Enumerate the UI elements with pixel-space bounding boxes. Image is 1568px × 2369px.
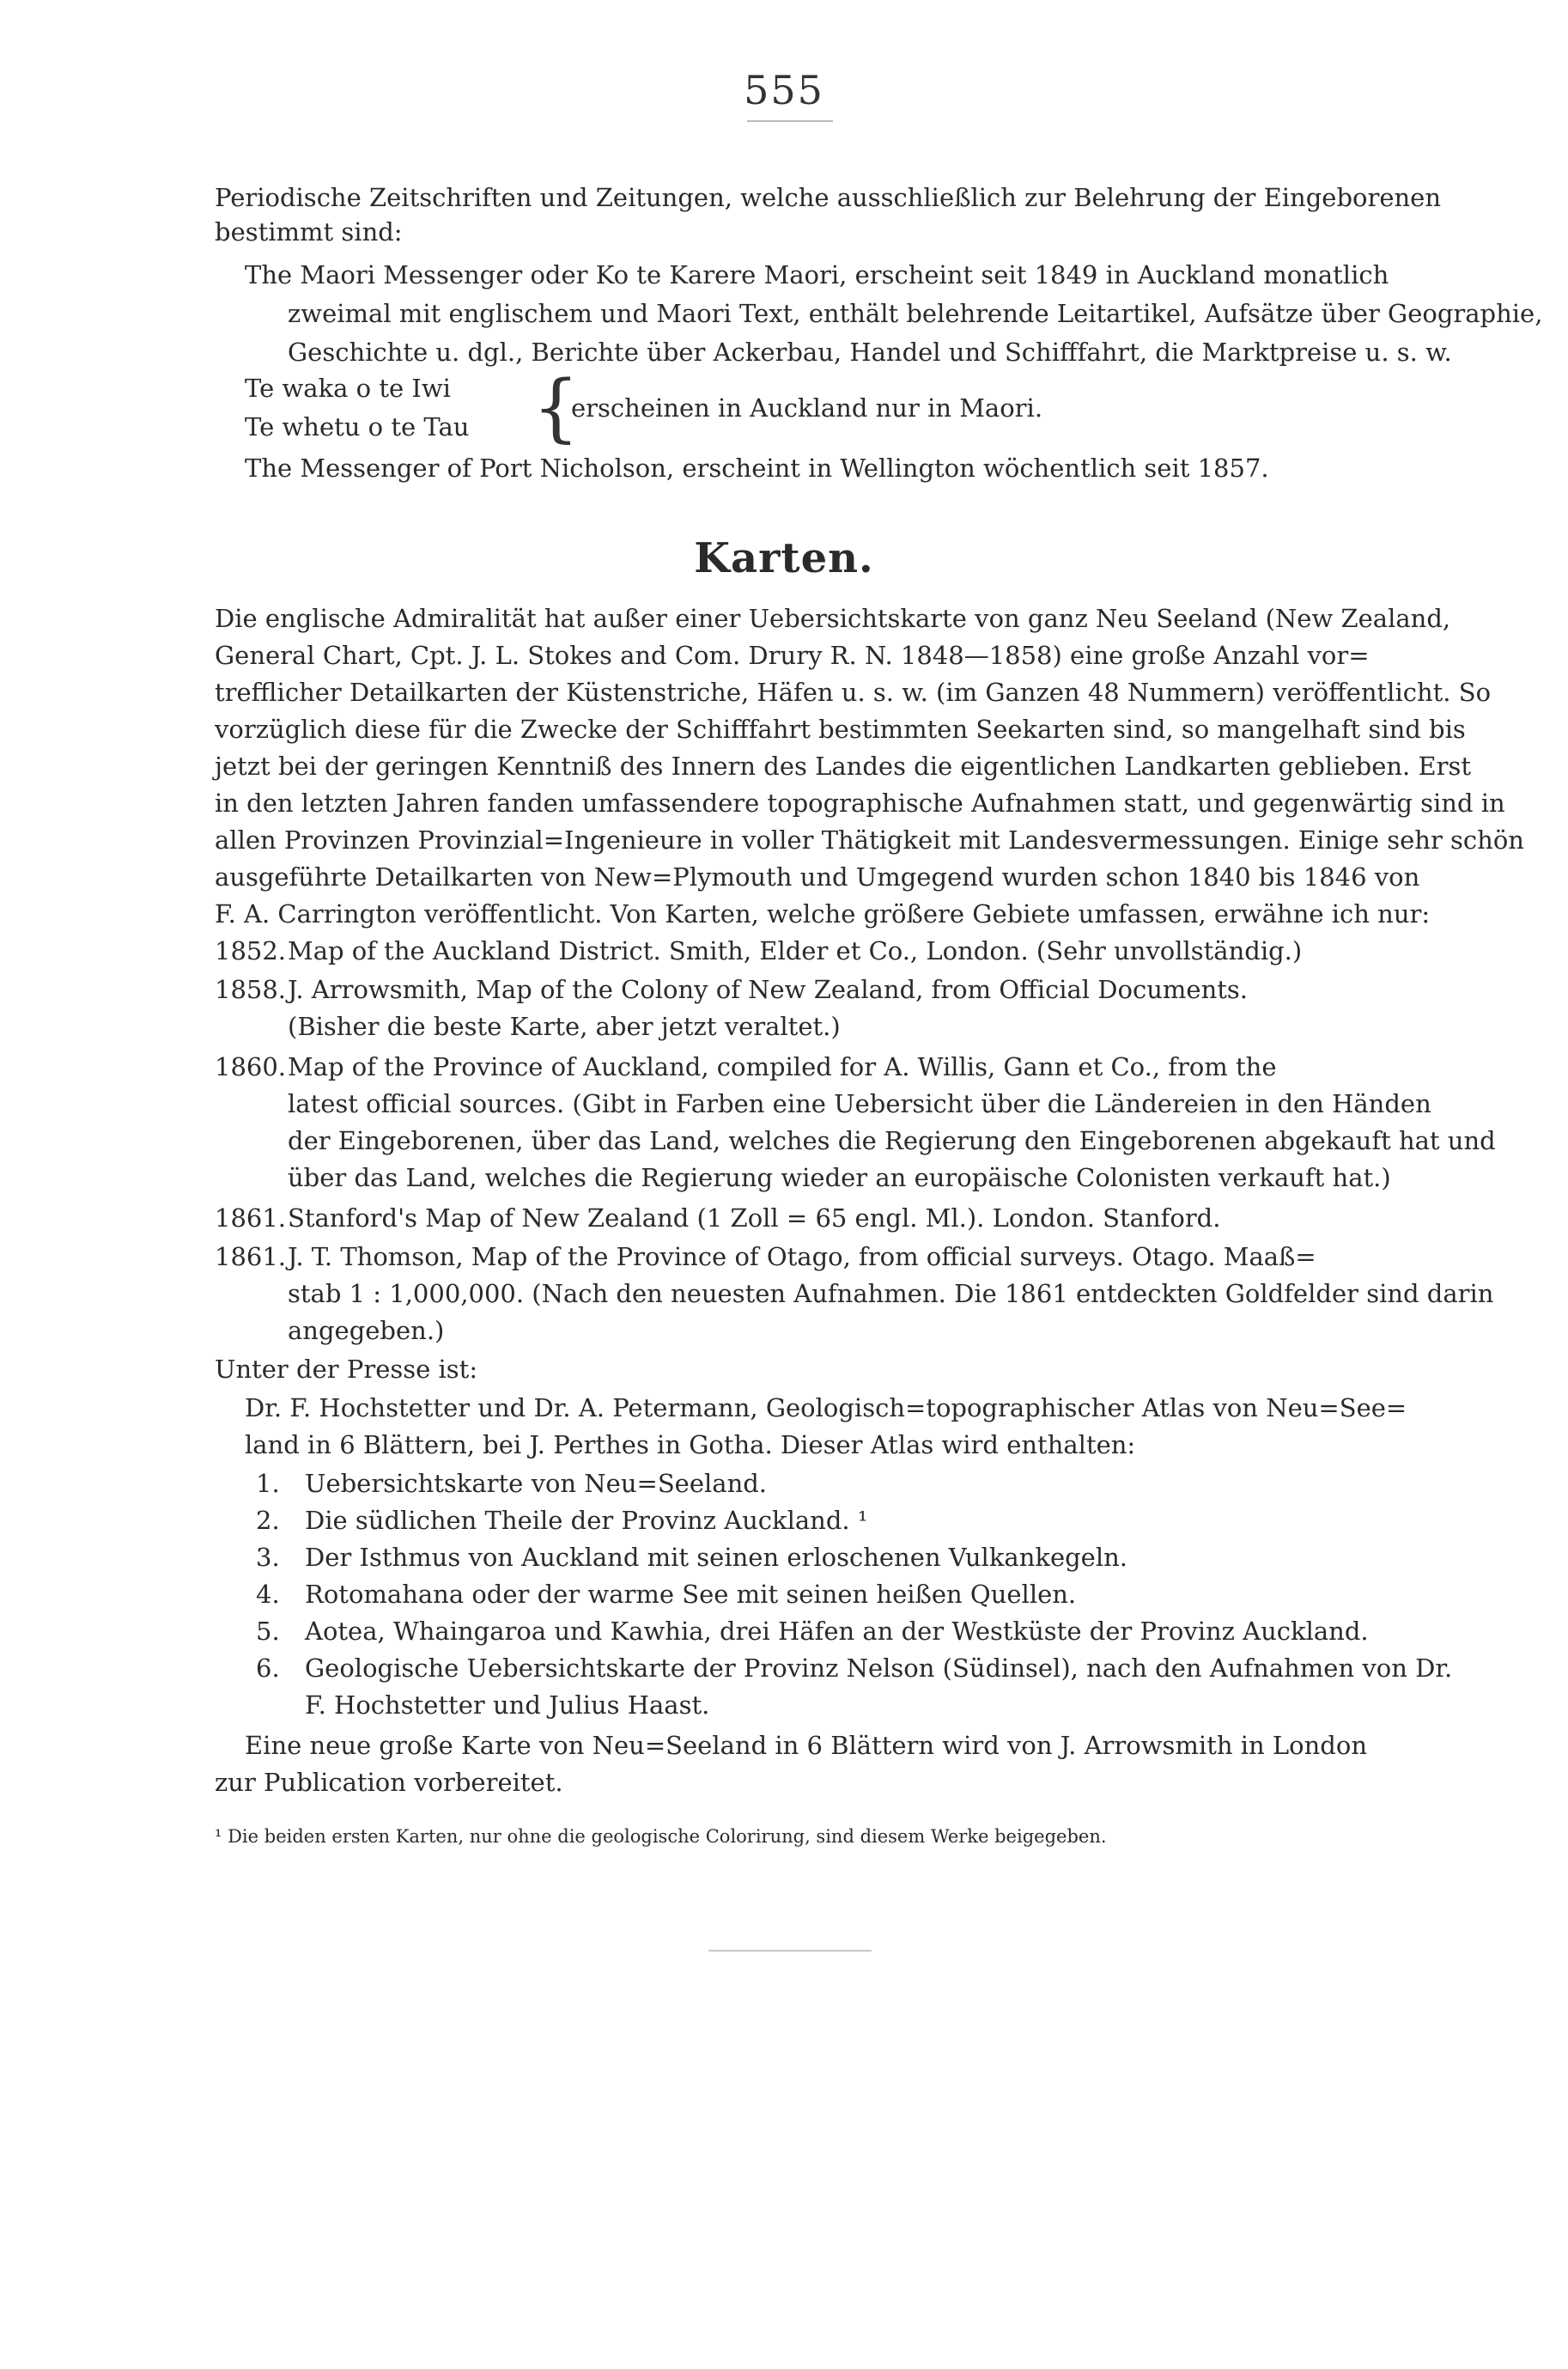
maps-intro-line: jetzt bei der geringen Kenntniß des Innern des Landes die eigentlichen Landkarten geblieben. Erst: [215, 752, 1472, 781]
atlas-item-number: 3.: [256, 1543, 280, 1572]
map-entry-line: Map of the Auckland District. Smith, Elder et Co., London. (Sehr unvollständig.): [288, 936, 1303, 965]
map-entry-line: stab 1 : 1,000,000. (Nach den neuesten Aufnahmen. Die 1861 entdeckten Goldfelder sind darin: [288, 1279, 1494, 1308]
map-entry-line: (Bisher die beste Karte, aber jetzt veraltet.): [288, 1012, 841, 1041]
section-heading: Karten.: [694, 534, 874, 582]
atlas-item-number: 2.: [256, 1506, 280, 1535]
periodical-entry-line: The Messenger of Port Nicholson, erscheint in Wellington wöchentlich seit 1857.: [245, 454, 1269, 483]
maps-intro-line: vorzüglich diese für die Zwecke der Schifffahrt bestimmten Seekarten sind, so mangelhaft sind bis: [215, 715, 1466, 744]
maps-intro-line: trefflicher Detailkarten der Küstenstriche, Häfen u. s. w. (im Ganzen 48 Nummern) veröffentlicht. So: [215, 678, 1492, 707]
map-entry-line: Stanford's Map of New Zealand (1 Zoll = 65 engl. Ml.). London. Stanford.: [288, 1203, 1221, 1233]
entry-year: 1858.: [215, 975, 287, 1004]
atlas-item-number: 6.: [256, 1653, 280, 1683]
atlas-item: Uebersichtskarte von Neu=Seeland.: [305, 1469, 768, 1498]
atlas-item-number: 5.: [256, 1617, 280, 1646]
maps-intro-line: F. A. Carrington veröffentlicht. Von Karten, welche größere Gebiete umfassen, erwähne ich nur:: [215, 899, 1431, 929]
footnote: ¹ Die beiden ersten Karten, nur ohne die geologische Colorirung, sind diesem Werke beigegeben.: [215, 1826, 1107, 1847]
map-entry-line: latest official sources. (Gibt in Farben eine Uebersicht über die Ländereien in den Händen: [288, 1089, 1431, 1118]
periodical-entry-line: The Maori Messenger oder Ko te Karere Maori, erscheint seit 1849 in Auckland monatlich: [245, 260, 1389, 289]
atlas-item-number: 1.: [256, 1469, 280, 1498]
atlas-item: Aotea, Whaingaroa und Kawhia, drei Häfen an der Westküste der Provinz Auckland.: [305, 1617, 1369, 1646]
periodical-pair-text: erscheinen in Auckland nur in Maori.: [571, 393, 1043, 423]
maps-intro-line: ausgeführte Detailkarten von New=Plymouth und Umgegend wurden schon 1840 bis 1846 von: [215, 862, 1420, 892]
in-press-label: Unter der Presse ist:: [215, 1355, 478, 1384]
periodicals-intro-line: Periodische Zeitschriften und Zeitungen, welche ausschließlich zur Belehrung der Eingeborenen: [215, 183, 1442, 212]
maps-intro-line: General Chart, Cpt. J. L. Stokes and Com. Drury R. N. 1848—1858) eine große Anzahl vor=: [215, 641, 1370, 670]
closing-line: Eine neue große Karte von Neu=Seeland in 6 Blättern wird von J. Arrowsmith in London: [245, 1731, 1368, 1760]
periodical-entry-line: Geschichte u. dgl., Berichte über Ackerbau, Handel und Schifffahrt, die Marktpreise u. s. w.: [288, 338, 1452, 367]
entry-year: 1852.: [215, 936, 287, 965]
maps-intro-line: in den letzten Jahren fanden umfassendere topographische Aufnahmen statt, und gegenwärtig sind in: [215, 789, 1505, 818]
periodicals-intro-line: bestimmt sind:: [215, 217, 403, 247]
atlas-intro-line: Dr. F. Hochstetter und Dr. A. Petermann, Geologisch=topographischer Atlas von Neu=See=: [245, 1393, 1407, 1422]
maps-intro-line: Die englische Admiralität hat außer einer Uebersichtskarte von ganz Neu Seeland (New Zealand,: [215, 604, 1451, 633]
atlas-item-number: 4.: [256, 1580, 280, 1609]
page-number-rule: [747, 120, 833, 122]
map-entry-line: Map of the Province of Auckland, compiled for A. Willis, Gann et Co., from the: [288, 1052, 1277, 1081]
atlas-intro-line: land in 6 Blättern, bei J. Perthes in Gotha. Dieser Atlas wird enthalten:: [245, 1430, 1136, 1459]
map-entry-line: der Eingeborenen, über das Land, welches die Regierung den Eingeborenen abgekauft hat und: [288, 1126, 1496, 1155]
map-entry-line: angegeben.): [288, 1316, 445, 1345]
maps-intro-line: allen Provinzen Provinzial=Ingenieure in voller Thätigkeit mit Landesvermessungen. Einige sehr schön: [215, 825, 1524, 855]
atlas-item: Geologische Uebersichtskarte der Provinz Nelson (Südinsel), nach den Aufnahmen von Dr.: [305, 1653, 1453, 1683]
periodical-title: Te waka o te Iwi: [245, 374, 451, 403]
atlas-item: Der Isthmus von Auckland mit seinen erloschenen Vulkankegeln.: [305, 1543, 1128, 1572]
entry-year: 1861.: [215, 1203, 287, 1233]
periodical-title: Te whetu o te Tau: [245, 412, 470, 442]
atlas-item: F. Hochstetter und Julius Haast.: [305, 1690, 710, 1720]
closing-line: zur Publication vorbereitet.: [215, 1768, 563, 1797]
atlas-item: Rotomahana oder der warme See mit seinen heißen Quellen.: [305, 1580, 1077, 1609]
map-entry-line: J. Arrowsmith, Map of the Colony of New Zealand, from Official Documents.: [288, 975, 1249, 1004]
atlas-item: Die südlichen Theile der Provinz Auckland. ¹: [305, 1506, 868, 1535]
bottom-rule: [708, 1950, 872, 1952]
map-entry-line: über das Land, welches die Regierung wieder an europäische Colonisten verkauft hat.): [288, 1163, 1391, 1192]
entry-year: 1861.: [215, 1242, 287, 1271]
periodical-entry-line: zweimal mit englischem und Maori Text, enthält belehrende Leitartikel, Aufsätze über Geographie,: [288, 299, 1543, 328]
curly-brace-glyph: {: [532, 365, 580, 451]
entry-year: 1860.: [215, 1052, 287, 1081]
page-number: 555: [744, 67, 824, 113]
map-entry-line: J. T. Thomson, Map of the Province of Otago, from official surveys. Otago. Maaß=: [288, 1242, 1316, 1271]
